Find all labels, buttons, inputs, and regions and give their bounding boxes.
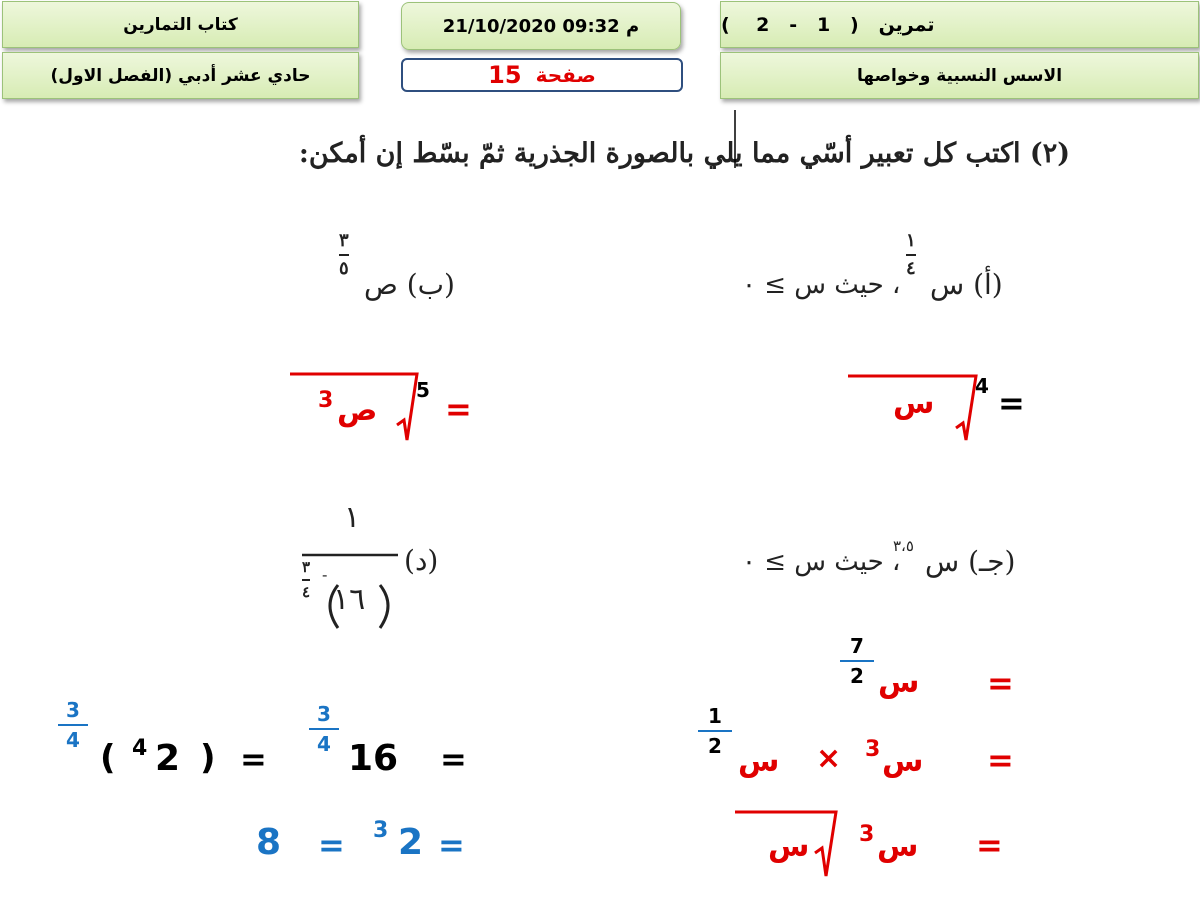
part-a-exponent: ١ ٤ <box>906 230 916 279</box>
part-d-exponent: ٣ ٤ <box>302 558 311 601</box>
solution-c3-pow1: 3 <box>859 822 875 847</box>
page-word: صفحة <box>535 63 596 87</box>
part-a-condition: ، حيث س ≥ ٠ <box>742 270 901 300</box>
solution-d1-inner-base: 2 <box>155 738 181 779</box>
solution-c1-var: س <box>878 665 920 700</box>
solution-c1-equals: = <box>987 664 1014 702</box>
part-a-label: (أ) س <box>930 268 1003 301</box>
solution-b-power: 3 <box>318 388 334 413</box>
part-d-left-paren <box>330 585 338 628</box>
solution-c2-pow1: 3 <box>865 737 881 762</box>
question-title: (٢) اكتب كل تعبير أسّي مما يلي بالصورة الجذرية ثمّ بسّط إن أمكن: <box>298 138 1070 169</box>
solution-a-radicand: س <box>893 386 935 421</box>
solution-c2-equals: = <box>987 741 1014 779</box>
page-number: 15 <box>488 61 522 89</box>
solution-c3-var1: س <box>877 829 919 864</box>
solution-c2-exponent: 1 2 <box>698 706 732 756</box>
solution-c2-var1: س <box>882 744 924 779</box>
solution-b-radicand: ص <box>337 393 378 428</box>
part-b-label: (ب) ص <box>364 268 455 301</box>
grade-label: حادي عشر أدبي (الفصل الاول) <box>50 65 311 86</box>
datetime: 21/10/2020 09:32 م <box>442 15 640 37</box>
solution-d2-equals1: = <box>438 826 465 864</box>
solution-d2-power: 3 <box>373 818 389 843</box>
solution-d1-base: 16 <box>348 738 399 779</box>
solution-c1-exponent: 7 2 <box>840 636 874 686</box>
solution-d2-result: 8 <box>256 822 282 863</box>
solution-c3-radicand: س <box>768 829 810 864</box>
solution-c2-times: × <box>816 741 842 776</box>
part-c-label: (جـ) س <box>925 545 1016 578</box>
solution-d1-outer-exponent: 3 4 <box>58 700 88 750</box>
solution-b-equals: = <box>445 390 472 428</box>
solution-a-index: 4 <box>975 374 989 398</box>
solution-c2-var2: س <box>738 744 780 779</box>
topic-title: الاسس النسبية وخواصها <box>856 65 1063 86</box>
solution-b-index: 5 <box>416 378 430 402</box>
part-d-minus: - <box>322 565 328 584</box>
part-d-label: (د) <box>404 544 439 577</box>
part-d-right-paren <box>380 585 388 628</box>
solution-d1-open-paren: ( <box>100 738 116 778</box>
solution-d1-equals2: = <box>240 740 267 778</box>
solution-d2-base: 2 <box>398 822 424 863</box>
exercise-number: تمرين ( 1 - 2 ) <box>721 13 935 36</box>
solution-d1-equals1: = <box>440 740 467 778</box>
part-b-exponent: ٣ ٥ <box>339 230 349 279</box>
solution-d2-equals2: = <box>318 826 345 864</box>
part-d-base: ١٦ <box>333 582 366 617</box>
part-d-numerator: ١ <box>344 500 361 535</box>
solution-d1-close-paren: ) <box>200 738 216 778</box>
book-name: كتاب التمارين <box>123 14 238 35</box>
part-c-exponent: ٣،٥ <box>893 537 914 555</box>
solution-d1-exponent: 3 4 <box>309 704 339 754</box>
part-c-condition: ، حيث س ≥ ٠ <box>742 547 901 577</box>
solution-a-equals: = <box>998 384 1025 422</box>
solution-d1-inner-power: 4 <box>132 736 148 761</box>
solution-c3-equals: = <box>976 826 1003 864</box>
